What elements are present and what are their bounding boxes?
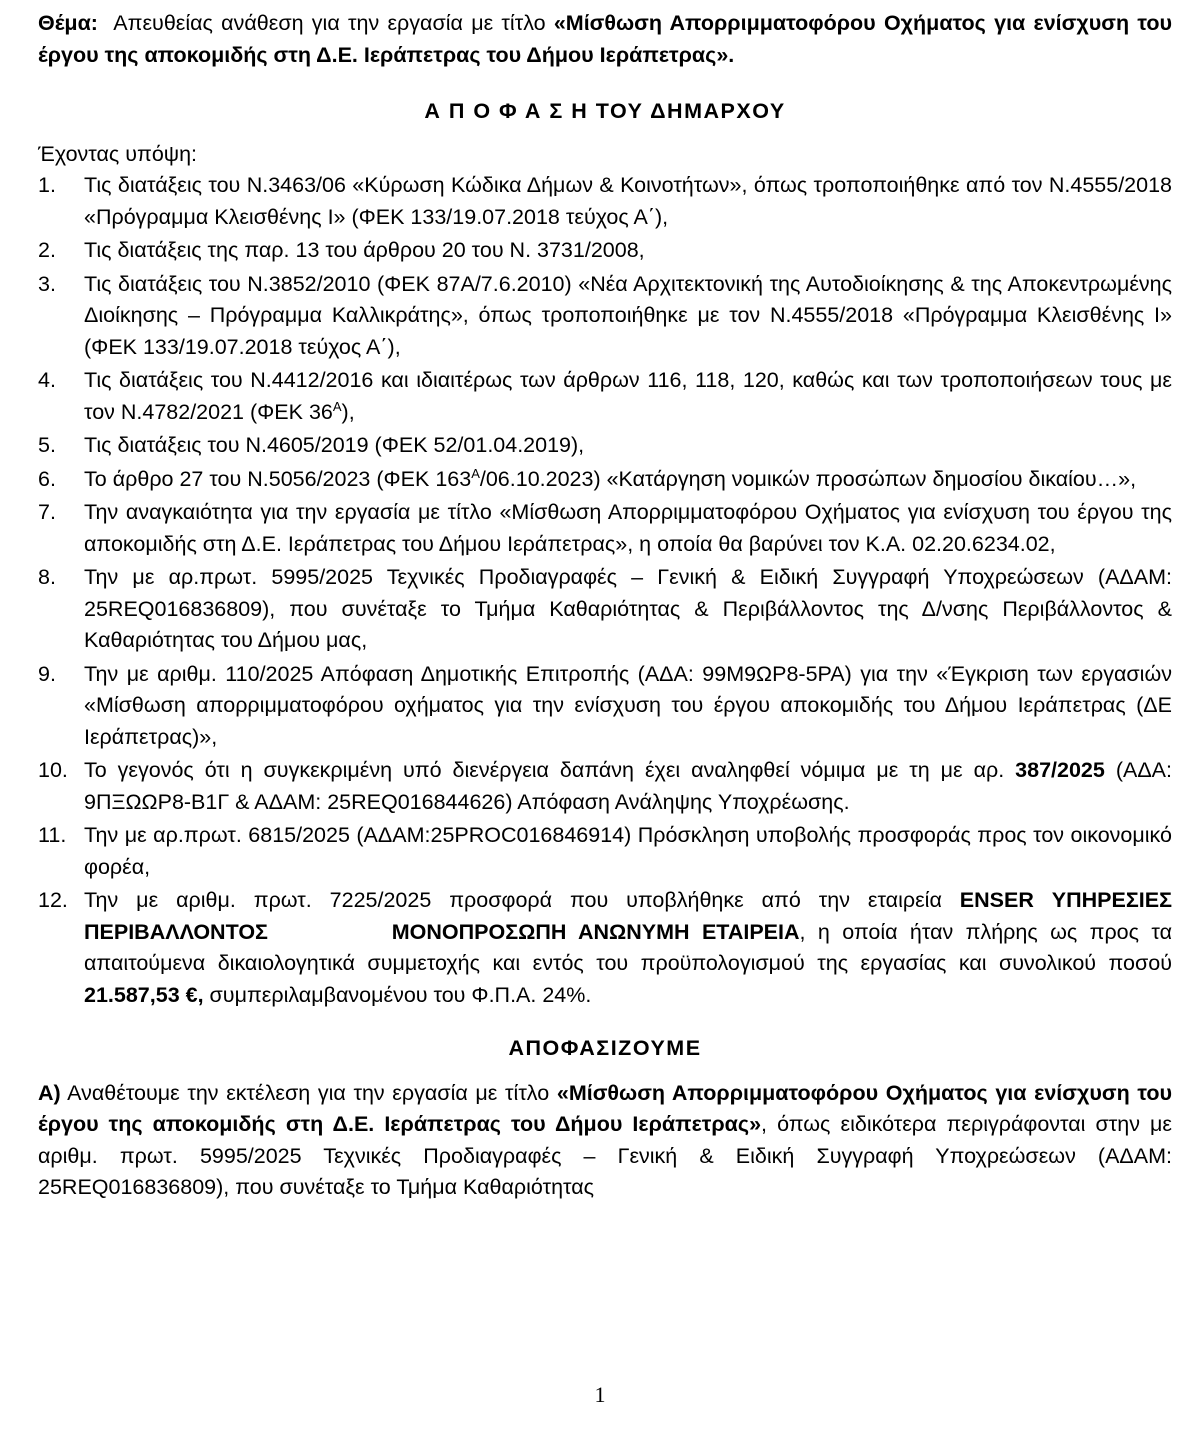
decision-paragraph (38, 1078, 1172, 1204)
list-item (38, 170, 1172, 233)
list-item-number: 10. (38, 758, 68, 782)
list-item-number: 9. (38, 661, 56, 686)
document-page (38, 8, 1178, 1204)
superscript: Α (471, 465, 480, 481)
list-item-text-end: συμπεριλαμβανομένου του Φ.Π.Α. 24%. (203, 982, 592, 1007)
list-item-text: Την αναγκαιότητα για την εργασία με τίτλο «Μίσθωση Απορριμματοφόρου Οχήματος για ενίσχυση του έργου της αποκομιδής στη Δ.Ε. Ιεράπετρας του Δήμου Ιεράπετρας», η οποία θα βαρύνει τον Κ.Α. 02.20.6234.02, (84, 500, 1172, 556)
list-item-number: 3. (38, 271, 56, 296)
list-item (38, 365, 1172, 428)
total-amount: 21.587,53 €, (84, 982, 204, 1007)
decision-text-end: , όπως ειδικότερα περιγράφονται στην με αριθμ. πρωτ. 5995/2025 Τεχνικές Προδιαγραφές – Γενική & Ειδική Συγγραφή Υποχρεώσεων (ΑΔΑΜ: 25REQ016836809), που συνέταξε το Τμήμα Καθαριότητας (38, 1112, 1172, 1199)
company-name: ENSER ΥΠΗΡΕΣΙΕΣ ΠΕΡΙΒΑΛΛΟΝΤΟΣ ΜΟΝΟΠΡΟΣΩΠΗ ΑΝΩΝΥΜΗ ΕΤΑΙΡΕΙΑ (84, 888, 1178, 944)
list-item (38, 235, 1172, 267)
list-item-text: Την με αρ.πρωτ. 5995/2025 Τεχνικές Προδιαγραφές – Γενική & Ειδική Συγγραφή Υποχρεώσεων (ΑΔΑΜ: 25REQ016836809), που συνέταξε το Τμήμα Καθαριότητας & Περιβάλλοντος της Δ/νσης Περιβάλλοντος & Καθαριότητας του Δήμου μας, (84, 565, 1172, 652)
list-item (38, 885, 1178, 1011)
list-item-text: Τις διατάξεις του Ν.4605/2019 (ΦΕΚ 52/01.04.2019), (84, 433, 585, 457)
intro-text: Έχοντας υπόψη: (38, 141, 198, 166)
list-item-number: 7. (38, 500, 56, 524)
decision-text: Αναθέτουμε την εκτέλεση για την εργασία με τίτλο (60, 1080, 557, 1105)
list-item-text-end: /06.10.2023) «Κατάργηση νομικών προσώπων δημοσίου δικαίου…», (479, 466, 1137, 491)
considerations-list (38, 170, 1178, 1011)
decision-heading: Α Π Ο Φ Α Σ Η ΤΟΥ ΔΗΜΑΡΧΟΥ (424, 99, 786, 123)
list-item-text: Τις διατάξεις του Ν.3463/06 «Κύρωση Κώδικα Δήμων & Κοινοτήτων», όπως τροποποιήθηκε από τον Ν.4555/2018 «Πρόγραμμα Κλεισθένης Ι» (ΦΕΚ 133/19.07.2018 τεύχος Α΄), (84, 173, 1172, 229)
list-item (38, 269, 1172, 364)
list-item-text: Τις διατάξεις της παρ. 13 του άρθρου 20 του Ν. 3731/2008, (84, 238, 645, 262)
decision-label: Α) (38, 1080, 61, 1105)
list-item-text-middle: , η οποία ήταν πλήρης ως προς τα απαιτούμενα δικαιολογητικά συμμετοχής και εντός του προϋπολογισμού της εργασίας και συνολικού ποσού (84, 919, 1172, 975)
list-item-number: 2. (38, 238, 56, 262)
list-item-number: 8. (38, 565, 56, 589)
page-number: 1 (594, 1382, 606, 1407)
resolve-heading: ΑΠΟΦΑΣΙΖΟΥΜΕ (508, 1036, 702, 1060)
list-item (38, 464, 1172, 496)
subject-title: «Μίσθωση Απορριμματοφόρου Οχήματος για ενίσχυση του έργου της αποκομιδής στη Δ.Ε. Ιεράπετρας του Δήμου Ιεράπετρας». (38, 11, 1172, 67)
list-item-text: Το άρθρο 27 του Ν.5056/2023 (ΦΕΚ 163 (84, 466, 472, 491)
list-item-number: 6. (38, 466, 56, 491)
list-item-text: Το γεγονός ότι η συγκεκριμένη υπό διενέργεια δαπάνη έχει αναληφθεί νόμιμα με τη με αρ. (84, 758, 1016, 782)
list-item (38, 430, 1172, 462)
list-item (38, 755, 1172, 818)
list-item-number: 12. (38, 888, 68, 912)
list-item-text: Την με αρ.πρωτ. 6815/2025 (ΑΔΑΜ:25PROC016846914) Πρόσκληση υποβολής προσφοράς προς τον οικονομικό φορέα, (84, 823, 1172, 879)
subject-text: Απευθείας ανάθεση για την εργασία με τίτλο (113, 11, 546, 35)
decision-title: «Μίσθωση Απορριμματοφόρου Οχήματος για ενίσχυση του έργου της αποκομιδής στη Δ.Ε. Ιεράπετρας του Δήμου Ιεράπετρας» (38, 1080, 1172, 1136)
commitment-decision-number: 387/2025 (1015, 758, 1105, 782)
list-item-number: 4. (38, 368, 56, 392)
superscript: Α (332, 398, 342, 414)
list-item (38, 497, 1172, 560)
list-item-number: 1. (38, 173, 56, 197)
subject-paragraph (38, 8, 1172, 71)
list-item (38, 820, 1172, 883)
list-item-text: Τις διατάξεις του Ν.3852/2010 (ΦΕΚ 87Α/7.6.2010) «Νέα Αρχιτεκτονική της Αυτοδιοίκησης & της Αποκεντρωμένης Διοίκησης – Πρόγραμμα Καλλικράτης», όπως τροποποιήθηκε με τον Ν.4555/2018 «Πρόγραμμα Κλεισθένης Ι» (ΦΕΚ 133/19.07.2018 τεύχος Α΄), (84, 271, 1172, 359)
list-item-text: Την με αριθμ. 110/2025 Απόφαση Δημοτικής Επιτροπής (ΑΔΑ: 99Μ9ΩΡ8-5ΡΑ) για την «Έγκριση των εργασιών «Μίσθωση απορριμματοφόρου οχήματος για την ενίσχυση του έργου αποκομιδής του Δήμου Ιεράπετρας (ΔΕ Ιεράπετρας)», (84, 661, 1172, 749)
list-item-text: Την με αριθμ. πρωτ. 7225/2025 προσφορά που υποβλήθηκε από την εταιρεία (84, 888, 960, 912)
subject-label: Θέμα: (38, 11, 98, 35)
list-item-number: 5. (38, 433, 56, 457)
list-item (38, 659, 1172, 754)
list-item-text-end: (ΑΔΑ: 9ΠΞΩΩΡ8-Β1Γ & ΑΔΑΜ: 25REQ016844626) Απόφαση Ανάληψης Υποχρέωσης. (84, 758, 1172, 814)
list-item-text-end: ), (341, 399, 355, 424)
list-item-number: 11. (38, 823, 67, 847)
list-item (38, 562, 1172, 657)
list-item-text: Τις διατάξεις του Ν.4412/2016 και ιδιαιτέρως των άρθρων 116, 118, 120, καθώς και των τροποποιήσεων τους με τον Ν.4782/2021 (ΦΕΚ 36 (84, 368, 1172, 424)
